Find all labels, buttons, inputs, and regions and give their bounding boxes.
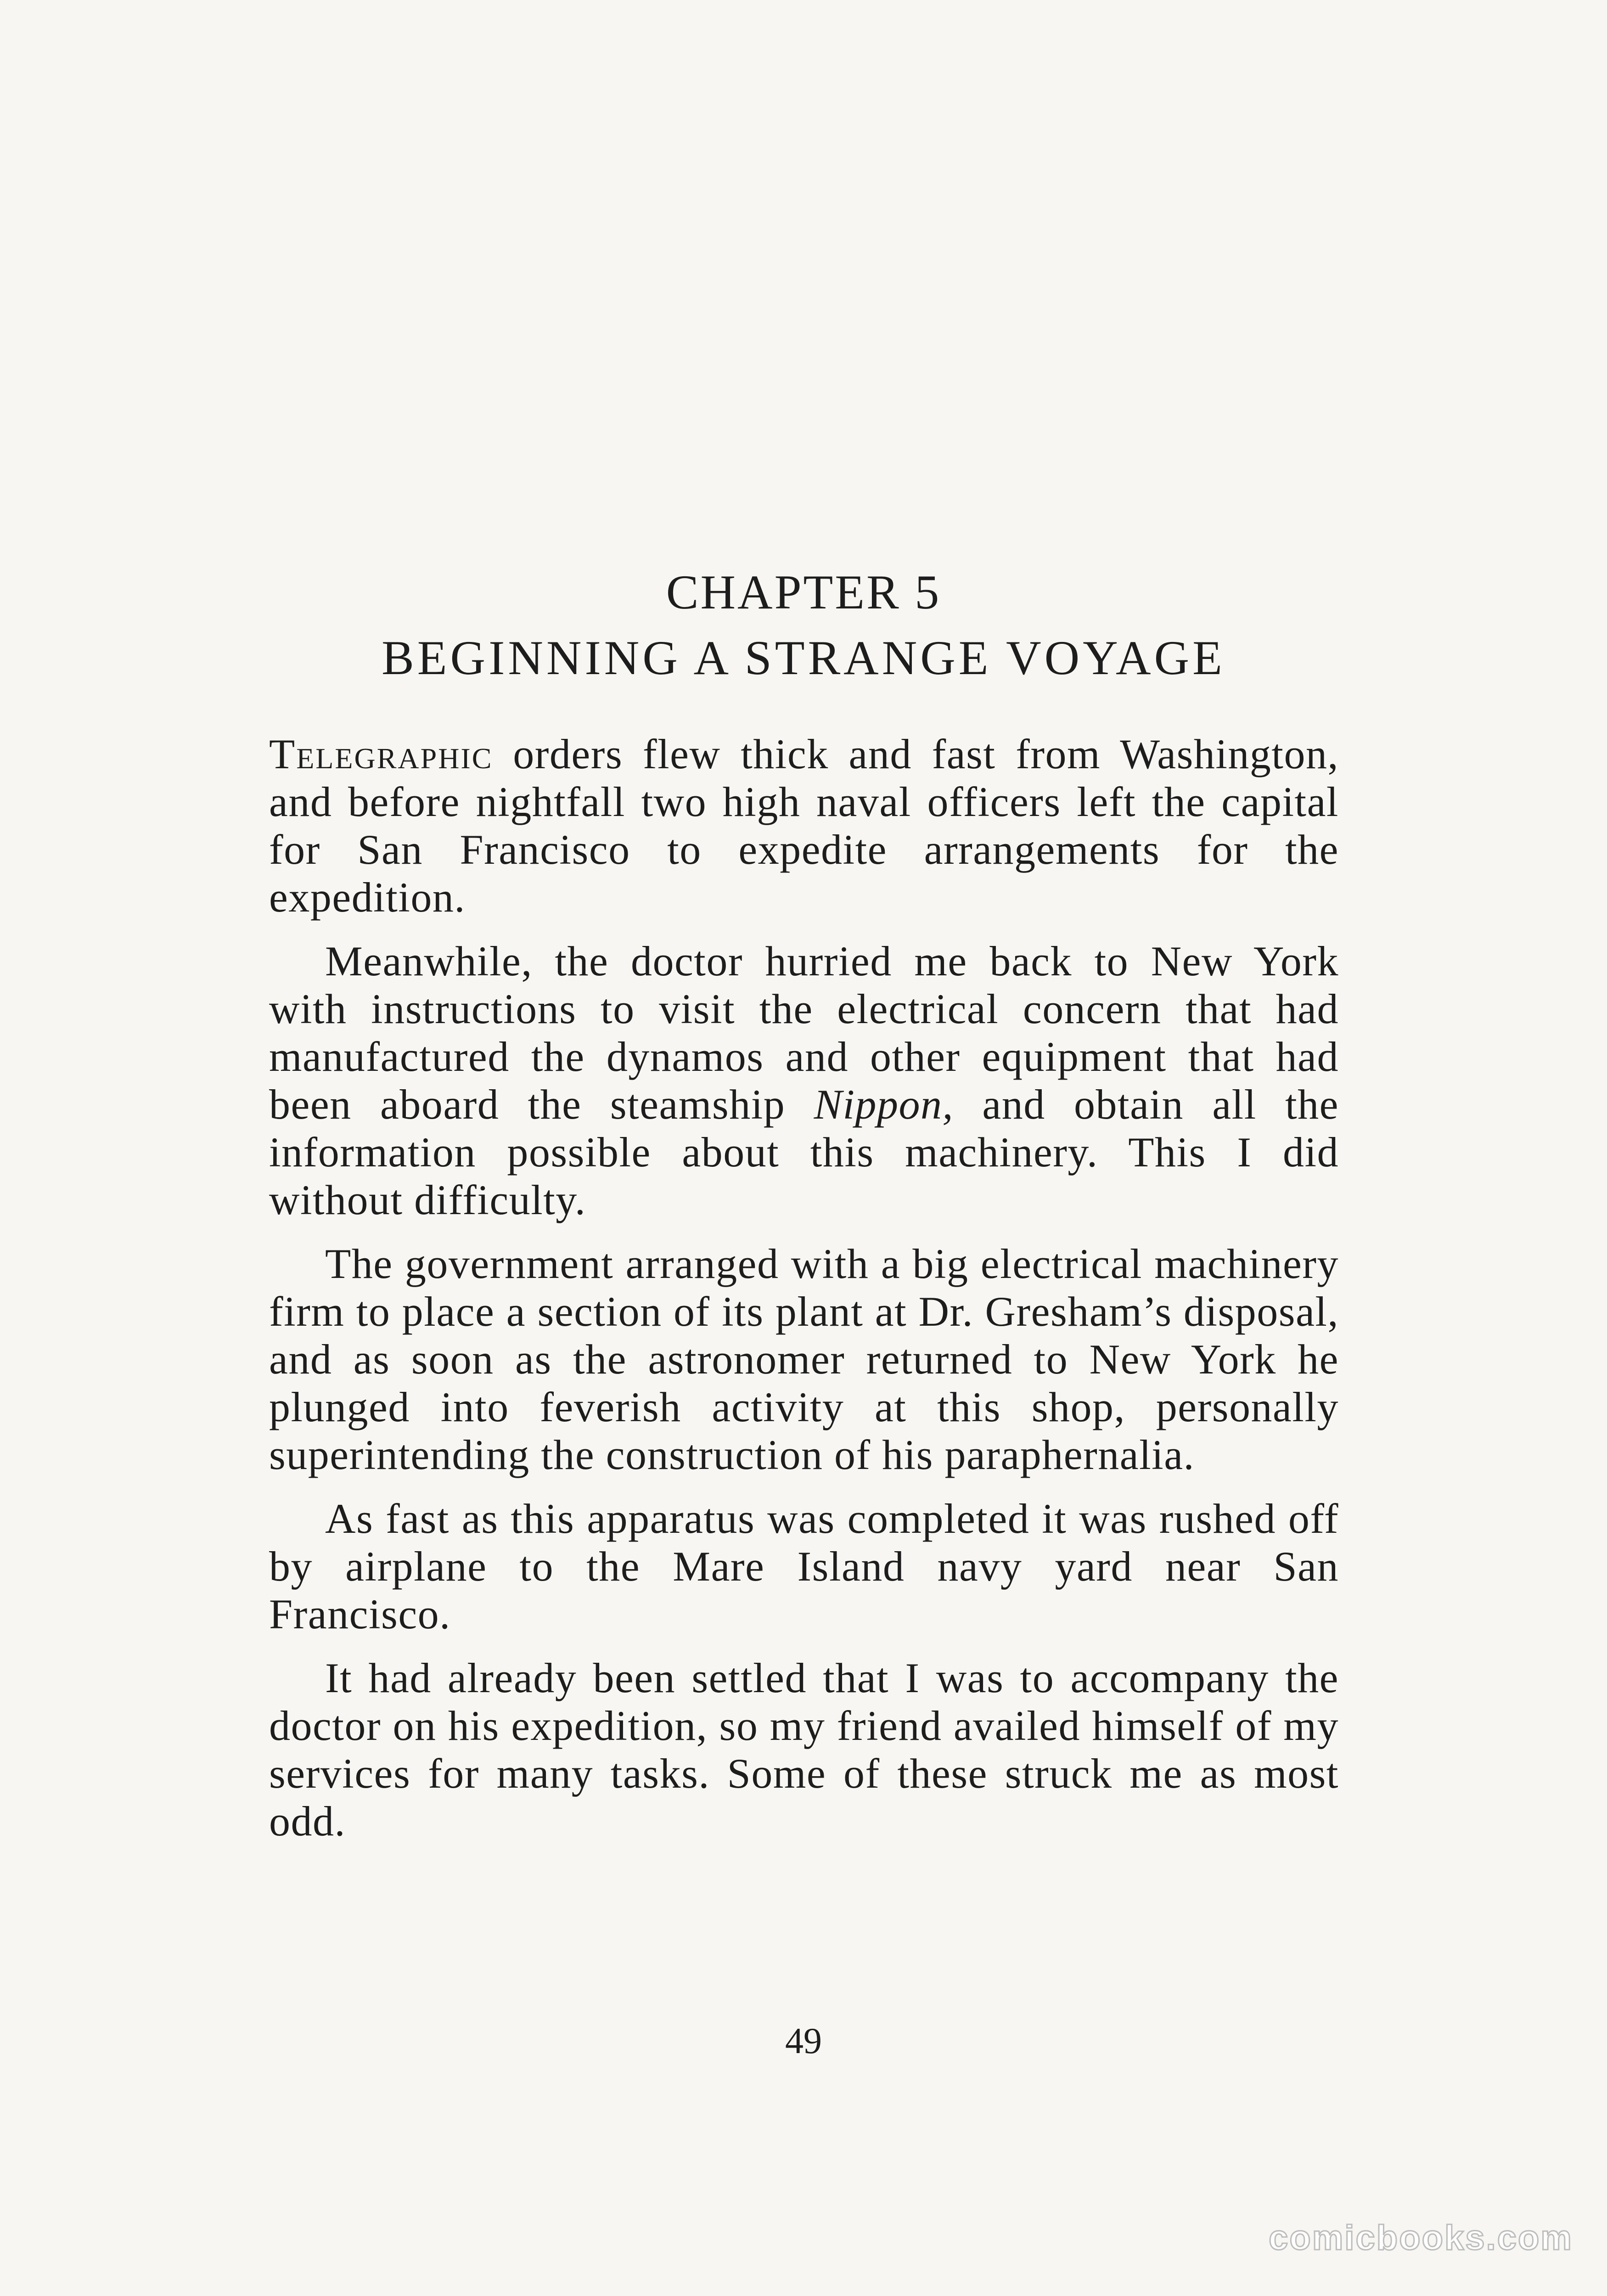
paragraph-2	[269, 937, 1339, 1224]
paragraph-1-text: orders flew thick and fast from Washington, and before nightfall two high naval officers left the capital for San Francisco to expedite arrangements for the expedition.	[269, 731, 1339, 921]
watermark: comicbooks.com	[1269, 2218, 1573, 2257]
paragraph-2-text-after: and obtain all the information possible about this machinery. This I did without difficulty.	[269, 1081, 1339, 1223]
chapter-body	[269, 730, 1339, 1845]
paragraph-1-lead-word: Telegraphic	[269, 731, 493, 777]
chapter-number: CHAPTER 5	[666, 565, 941, 619]
chapter-heading	[0, 560, 1607, 690]
paragraph-2-text-before: Meanwhile, the doctor hurried me back to New York with instructions to visit the electrical concern that had manufactured the dynamos and other equipment that had been aboard the steamship	[269, 938, 1339, 1128]
paragraph-1	[269, 730, 1339, 921]
page-number: 49	[785, 2021, 822, 2061]
chapter-title: BEGINNING A STRANGE VOYAGE	[382, 631, 1225, 685]
paragraph-4: As fast as this apparatus was completed it was rushed off by airplane to the Mare Island navy yard near San Francisco.	[269, 1495, 1339, 1638]
paragraph-3: The government arranged with a big electrical machinery firm to place a section of its plant at Dr. Gresham’s disposal, and as soon as the astronomer returned to New York he plunged into feverish activity at this shop, personally superintending the construction of his paraphernalia.	[269, 1240, 1339, 1478]
ship-name: Nippon,	[814, 1081, 954, 1128]
paragraph-5: It had already been settled that I was to accompany the doctor on his expedition, so my friend availed himself of my services for many tasks. Some of these struck me as most odd.	[269, 1654, 1339, 1845]
